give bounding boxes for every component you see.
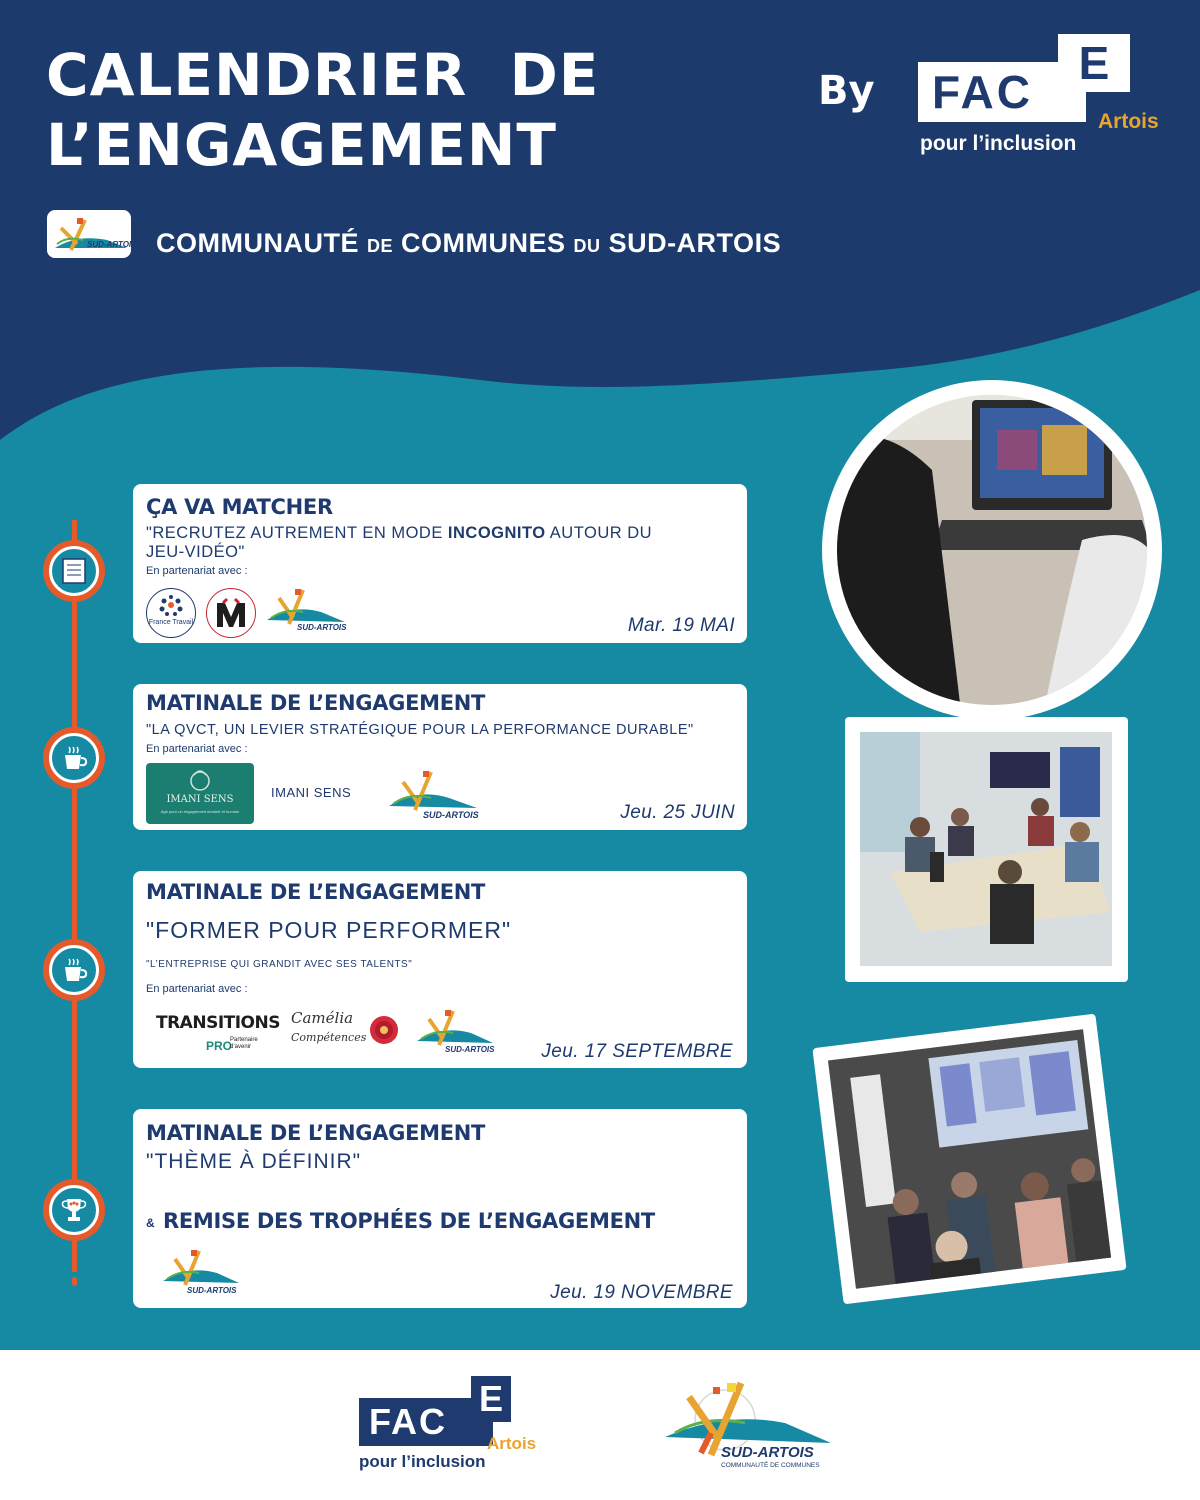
france-travail-logo [146, 588, 196, 638]
face-logo-tagline: pour l’inclusion [920, 132, 1077, 155]
sud-artois-badge-name: SUD-ARTOIS [87, 240, 137, 249]
event-2-partner-label: En partenariat avec : [146, 743, 248, 755]
event-2-subtitle: "LA QVCT, UN LEVIER STRATÉGIQUE POUR LA PERFORMANCE DURABLE" [146, 722, 694, 738]
partner-m-emblem-icon [207, 589, 255, 637]
coffee-icon [59, 955, 89, 985]
sud-artois-logo [385, 768, 485, 824]
transitions-pro-logo [156, 1005, 280, 1065]
photo-video-game [822, 380, 1162, 720]
footer-face-e: E [471, 1376, 511, 1422]
imani-logo-text: IMANI SENS [166, 794, 234, 805]
timeline-node-1 [43, 540, 105, 602]
event-4-title: MATINALE DE L’ENGAGEMENT [146, 1121, 486, 1145]
sud-artois-emblem-icon [47, 210, 131, 258]
event-4-date: Jeu. 19 NOVEMBRE [550, 1282, 733, 1303]
face-logo-main: FAC [918, 62, 1086, 122]
photo-meeting [845, 717, 1128, 982]
sud-artois-logo [263, 586, 349, 636]
event-card-4[interactable] [133, 1109, 747, 1308]
title-line-1: CALENDRIER DE [46, 41, 600, 109]
event-2-title: MATINALE DE L’ENGAGEMENT [146, 691, 486, 715]
page-title [46, 40, 599, 180]
timeline-dots [72, 1262, 77, 1292]
ampersand: & [146, 1216, 155, 1230]
community-line [156, 228, 781, 259]
imani-tagline: Agir pour un engagement durable et humain [160, 809, 240, 814]
footer-face-logo [359, 1376, 559, 1476]
notebook-icon [59, 556, 89, 586]
event-3-partner-label: En partenariat avec : [146, 983, 248, 995]
photo-conference-image [828, 1029, 1111, 1289]
event-1-date: Mar. 19 MAI [627, 615, 735, 636]
footer-sud-artois-sub: COMMUNAUTÉ DE COMMUNES [721, 1462, 820, 1469]
imani-sens-logo [146, 763, 254, 824]
footer-face-artois: Artois [487, 1434, 537, 1453]
sud-artois-logo-text: SUD-ARTOIS [297, 623, 347, 632]
face-logo-artois: Artois [1098, 110, 1159, 133]
sud-artois-logo-text: SUD-ARTOIS [423, 810, 479, 820]
event-1-subtitle: "RECRUTEZ AUTREMENT EN MODE INCOGNITO AUTOUR DU JEU-VIDÉO" [146, 524, 653, 561]
competences-word: Compétences [291, 1031, 367, 1044]
community-word-1: COMMUNAUTÉ [156, 228, 359, 258]
timeline-node-2 [43, 727, 105, 789]
camelia-competences-logo [289, 1007, 377, 1057]
event-3-date: Jeu. 17 SEPTEMBRE [541, 1041, 733, 1062]
trophy-icon [59, 1195, 89, 1225]
coffee-icon [59, 743, 89, 773]
community-word-2: DE [367, 236, 394, 256]
imani-sens-label: IMANI SENS [271, 785, 352, 800]
sud-artois-logo-text: SUD-ARTOIS [187, 1286, 237, 1295]
event-card-2[interactable] [133, 684, 747, 830]
event-1-title: ÇA VA MATCHER [146, 495, 333, 519]
sud-artois-badge [47, 210, 137, 258]
photo-meeting-image [860, 732, 1112, 966]
sud-artois-logo-text: SUD-ARTOIS [445, 1045, 495, 1054]
transitions-main: TRANSITIONS [156, 1013, 280, 1033]
event-3-title: MATINALE DE L’ENGAGEMENT [146, 880, 486, 904]
footer [0, 1350, 1200, 1500]
timeline-node-4 [43, 1179, 105, 1241]
event-card-3[interactable] [133, 871, 747, 1068]
community-word-5: SUD-ARTOIS [608, 228, 782, 258]
sud-artois-logo [413, 1007, 497, 1057]
event-4-subtitle: "THÈME À DÉFINIR" [146, 1150, 362, 1173]
footer-face-tagline: pour l’inclusion [359, 1452, 486, 1471]
community-word-3: COMMUNES [401, 228, 566, 258]
timeline-line [72, 520, 77, 1272]
footer-sud-artois-logo [655, 1375, 835, 1475]
event-4-title-2: REMISE DES TROPHÉES DE L’ENGAGEMENT [163, 1209, 655, 1233]
transitions-pro: PRO [206, 1039, 233, 1053]
community-word-4: DU [573, 236, 601, 256]
event-card-1[interactable] [133, 484, 747, 643]
event-3-subtitle: "FORMER POUR PERFORMER" [146, 917, 512, 943]
event-1-partner-label: En partenariat avec : [146, 565, 248, 577]
footer-face-main: FAC [359, 1398, 493, 1446]
event-3-subtitle-2: "L’ENTREPRISE QUI GRANDIT AVEC SES TALENTS" [146, 959, 413, 970]
partner-m-logo [206, 588, 256, 638]
by-label: By [818, 68, 875, 114]
france-travail-text: France Travail [148, 619, 194, 626]
event-2-date: Jeu. 25 JUIN [620, 802, 735, 823]
sud-artois-logo [159, 1247, 243, 1299]
camelia-flower-icon [367, 1013, 401, 1047]
photo-video-game-image [822, 380, 1162, 720]
france-travail-emblem-icon [147, 589, 195, 637]
transitions-tagline: Partenaire d’avenir [230, 1037, 258, 1050]
camelia-word: Camélia [291, 1009, 354, 1027]
face-artois-logo [918, 34, 1178, 164]
footer-sud-artois-name: SUD-ARTOIS [721, 1444, 814, 1461]
face-logo-e: E [1058, 34, 1130, 92]
timeline-node-3 [43, 939, 105, 1001]
photo-conference [812, 1014, 1126, 1305]
title-line-2: L’ENGAGEMENT [46, 111, 557, 179]
